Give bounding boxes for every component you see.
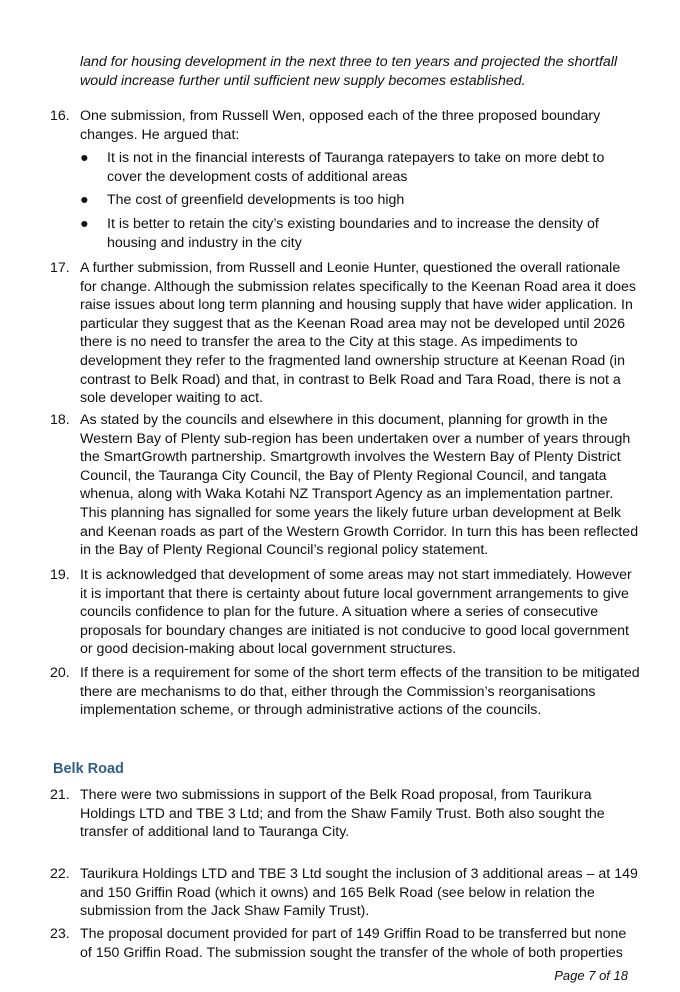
paragraph-number: 22. (50, 866, 70, 882)
paragraph-23 (50, 925, 640, 962)
paragraph-number: 18. (50, 412, 70, 428)
bullet-icon: ● (80, 192, 89, 209)
paragraph-number: 17. (50, 260, 70, 276)
paragraph-19 (50, 566, 640, 659)
paragraph-number: 20. (50, 665, 70, 681)
paragraph-text: Taurikura Holdings LTD and TBE 3 Ltd sought the inclusion of 3 additional areas – at 149 and 150 Griffin Road (which it owns) and 165 Belk Road (see below in relation the submission from the Jack Shaw Family Trust). (80, 866, 638, 920)
bullet-icon: ● (80, 150, 89, 167)
bullet-list (80, 149, 640, 252)
paragraph-text: As stated by the councils and elsewhere in this document, planning for growth in the Western Bay of Plenty sub-region has been undertaken over a number of years through the SmartGrowth partnership. Smartgrowth involves the Western Bay of Plenty District Council, the Tauranga City Council, the Bay of Plenty Regional Council, and tangata whenua, along with Waka Kotahi NZ Transport Agency as an implementation partner. This planning has signalled for some years the likely future urban development at Belk and Keenan roads as part of the Western Growth Corridor. In turn this has been reflected in the Bay of Plenty Regional Council’s regional policy statement. (80, 412, 639, 559)
paragraph-number: 21. (50, 787, 70, 803)
paragraph-number: 19. (50, 567, 70, 583)
bullet-item: ● The cost of greenfield developments is too high (80, 192, 405, 209)
paragraph-text: There were two submissions in support of the Belk Road proposal, from Taurikura Holdings LTD and TBE 3 Ltd; and from the Shaw Family Trust. Both also sought the transfer of additional land to Tauranga City. (80, 787, 605, 841)
bullet-icon: ● (80, 215, 89, 232)
paragraph-text: A further submission, from Russell and Leonie Hunter, questioned the overall rationale for change. Although the submission relates specifically to the Keenan Road area it does raise issues about long term planning and housing supply that have wider application. In particular they suggest that as the Keenan Road area may not be developed until 2026 there is no need to transfer the area to the City at this stage. As impediments to development they refer to the fragmented land ownership structure at Keenan Road (in contrast to Belk Road) and that, in contrast to Belk Road and Tara Road, there is not a sole developer waiting to act. (80, 260, 637, 407)
section-heading: Belk Road (53, 761, 124, 777)
paragraph-17 (50, 259, 640, 408)
paragraph-text: The proposal document provided for part of 149 Griffin Road to be transferred but none of 150 Griffin Road. The submission sought the transfer of the whole of both properties (80, 926, 627, 961)
page-number-footer: Page 7 of 18 (554, 968, 628, 983)
paragraph-16 (50, 107, 640, 257)
bullet-item: ● It is better to retain the city’s existing boundaries and to increase the density of housing and industry in the city (80, 215, 599, 251)
paragraph-20 (50, 664, 640, 720)
paragraph-number: 16. (50, 108, 70, 124)
paragraph-text: One submission, from Russell Wen, opposed each of the three proposed boundary changes. He argued that: (80, 108, 601, 143)
paragraph-18 (50, 411, 640, 560)
bullet-item: ● It is not in the financial interests of Tauranga ratepayers to take on more debt to cover the development costs of additional areas (80, 150, 605, 185)
paragraph-number: 23. (50, 926, 70, 942)
paragraph-21 (50, 786, 640, 842)
paragraph-text: It is acknowledged that development of some areas may not start immediately. However it is important that there is certainty about future local government arrangements to give councils confidence to plan for the future. A situation where a series of consecutive proposals for boundary changes are initiated is not conducive to good local government or good decision-making about local government structures. (80, 567, 632, 658)
quoted-continuation: land for housing development in the next three to ten years and projected the shortfall would increase further until sufficient new supply becomes established. (80, 54, 618, 89)
paragraph-text: If there is a requirement for some of the short term effects of the transition to be mitigated there are mechanisms to do that, either through the Commission’s reorganisations implementation scheme, or through administrative actions of the councils. (80, 665, 640, 719)
paragraph-22 (50, 865, 640, 921)
